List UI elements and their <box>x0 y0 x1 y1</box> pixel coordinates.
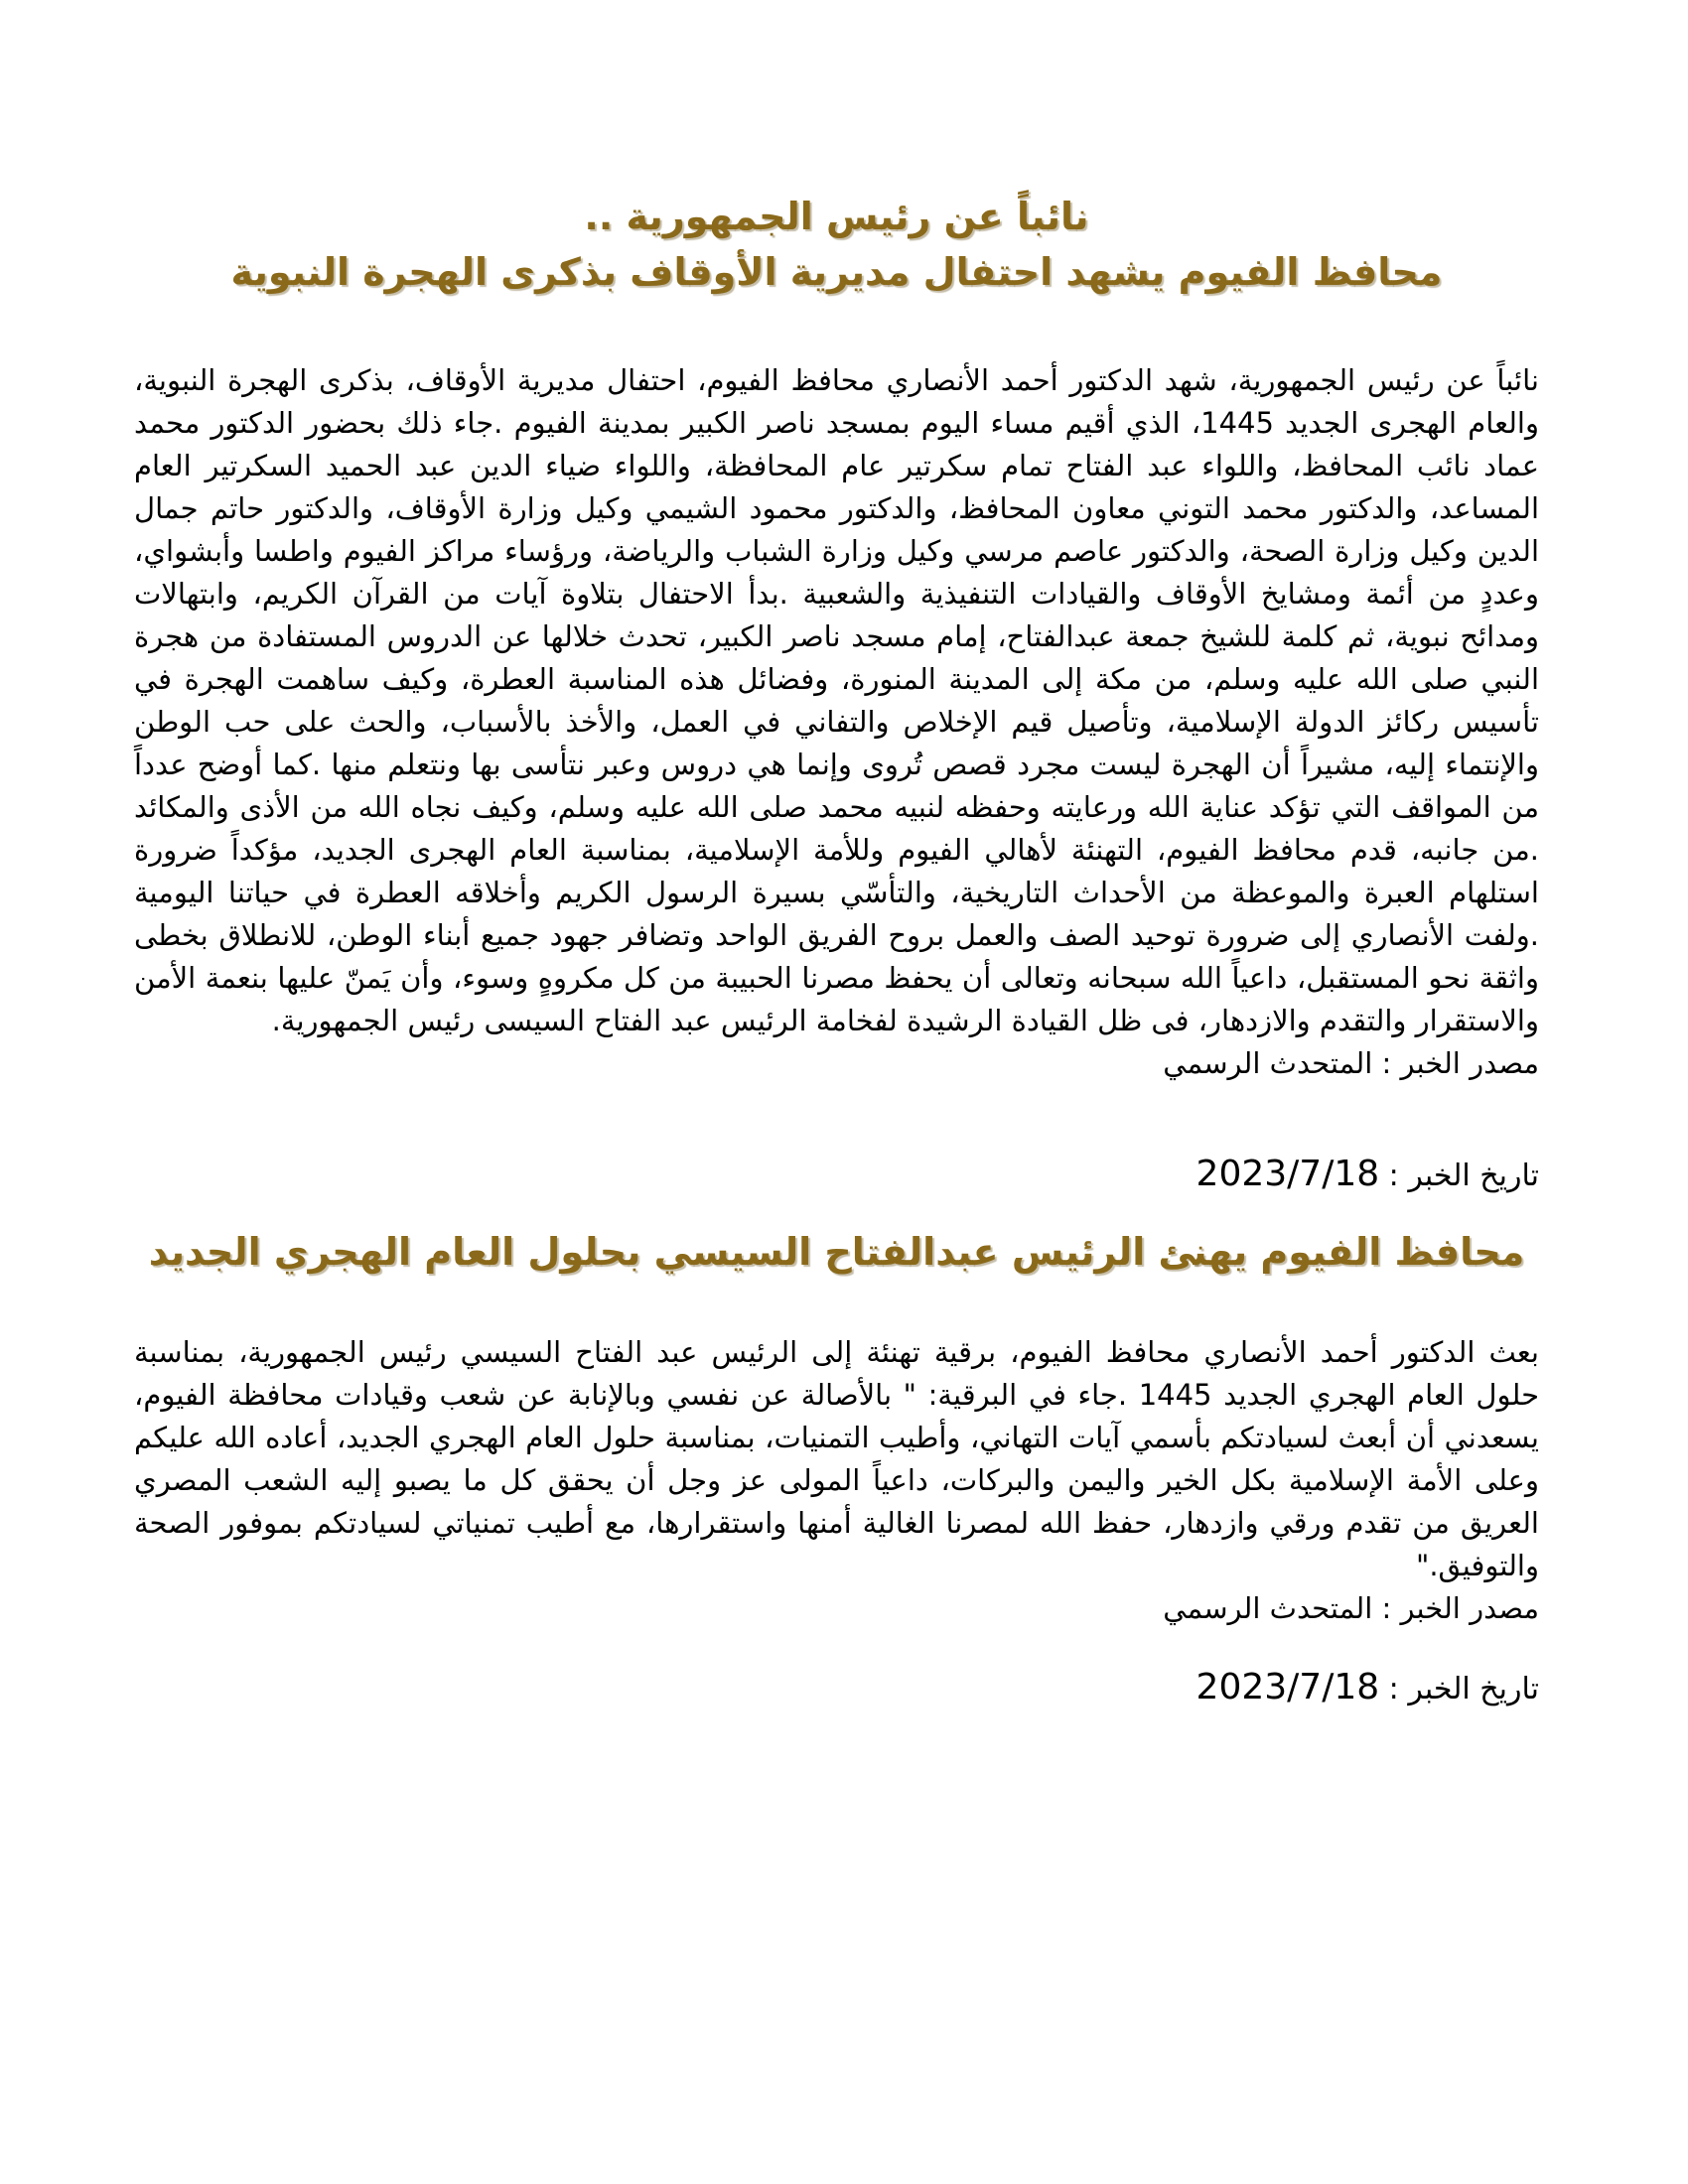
article1-date-value: 2023/7/18 <box>1196 1154 1380 1194</box>
article2-section <box>134 1224 1539 1711</box>
article2-title <box>134 1224 1539 1280</box>
article1-title-line2: محافظ الفيوم يشهد احتفال مديرية الأوقاف بذكرى الهجرة النبوية <box>230 250 1443 294</box>
article2-date-value: 2023/7/18 <box>1196 1667 1380 1707</box>
article2-source-line: مصدر الخبر : المتحدث الرسمي <box>1163 1591 1539 1625</box>
article1-title <box>134 189 1539 300</box>
article1-title-line1: نائباً عن رئيس الجمهورية .. <box>584 195 1089 238</box>
article1-section <box>134 189 1539 1198</box>
article2-title-line1: محافظ الفيوم يهنئ الرئيس عبدالفتاح السيسي بحلول العام الهجري الجديد <box>148 1230 1525 1274</box>
article1-date-label: تاريخ الخبر : <box>1379 1159 1539 1193</box>
article1-date-line <box>134 1153 1539 1198</box>
article1-source-line: مصدر الخبر : المتحدث الرسمي <box>1163 1046 1539 1080</box>
article2-body: بعث الدكتور أحمد الأنصاري محافظ الفيوم، برقية تهنئة إلى الرئيس عبد الفتاح السيسي رئيس الجمهورية، بمناسبة حلول العام الهجري الجديد 1445 .جاء في البرقية: " بالأصالة عن نفسي وبالإنابة عن شعب وقيادات محافظة الفيوم، يسعدني أن أبعث لسيادتكم بأسمي آيات التهاني، وأطيب التمنيات، بمناسبة حلول العام الهجري الجديد، أعاده الله عليكم وعلى الأمة الإسلامية بكل الخير واليمن والبركات، داعياً المولى عز وجل أن يحقق كل ما يصبو إليه الشعب المصري العريق من تقدم ورقي وازدهار، حفظ الله لمصرنا الغالية أمنها واستقرارها، مع أطيب تمنياتي لسيادتكم بموفور الصحة والتوفيق." <box>134 1335 1539 1582</box>
article2-date-line <box>134 1666 1539 1711</box>
article1-body: نائباً عن رئيس الجمهورية، شهد الدكتور أحمد الأنصاري محافظ الفيوم، احتفال مديرية الأوقاف، بذكرى الهجرة النبوية، والعام الهجرى الجديد 1445، الذي أقيم مساء اليوم بمسجد ناصر الكبير بمدينة الفيوم .جاء ذلك بحضور الدكتور محمد عماد نائب المحافظ، واللواء عبد الفتاح تمام سكرتير عام المحافظة، واللواء ضياء الدين عبد الحميد السكرتير العام المساعد، والدكتور محمد التوني معاون المحافظ، والدكتور محمود الشيمي وكيل وزارة الأوقاف، والدكتور حاتم جمال الدين وكيل وزارة الصحة، والدكتور عاصم مرسي وكيل وزارة الشباب والرياضة، ورؤساء مراكز الفيوم واطسا وأبشواي، وعددٍ من أئمة ومشايخ الأوقاف والقيادات التنفيذية والشعبية .بدأ الاحتفال بتلاوة آيات من القرآن الكريم، وابتهالات ومدائح نبوية، ثم كلمة للشيخ جمعة عبدالفتاح، إمام مسجد ناصر الكبير، تحدث خلالها عن الدروس المستفادة من هجرة النبي صلى الله عليه وسلم، من مكة إلى المدينة المنورة، وفضائل هذه المناسبة العطرة، وكيف ساهمت الهجرة في تأسيس ركائز الدولة الإسلامية، وتأصيل قيم الإخلاص والتفاني في العمل، والأخذ بالأسباب، والحث على حب الوطن والإنتماء إليه، مشيراً أن الهجرة ليست مجرد قصص تُروى وإنما هي دروس وعبر نتأسى بها ونتعلم منها .كما أوضح عدداً من المواقف التي تؤكد عناية الله ورعايته وحفظه لنبيه محمد صلى الله عليه وسلم، وكيف نجاه الله من الأذى والمكائد .من جانبه، قدم محافظ الفيوم، التهنئة لأهالي الفيوم وللأمة الإسلامية، بمناسبة العام الهجرى الجديد، مؤكداً ضرورة استلهام العبرة والموعظة من الأحداث التاريخية، والتأسّي بسيرة الرسول الكريم وأخلاقه العطرة في حياتنا اليومية .ولفت الأنصاري إلى ضرورة توحيد الصف والعمل بروح الفريق الواحد وتضافر جهود جميع أبناء الوطن، للانطلاق بخطى واثقة نحو المستقبل، داعياً الله سبحانه وتعالى أن يحفظ مصرنا الحبيبة من كل مكروهٍ وسوء، وأن يَمنّ عليها بنعمة الأمن والاستقرار والتقدم والازدهار، فى ظل القيادة الرشيدة لفخامة الرئيس عبد الفتاح السيسى رئيس الجمهورية. <box>134 363 1539 1037</box>
article2-date-label: تاريخ الخبر : <box>1379 1672 1539 1706</box>
